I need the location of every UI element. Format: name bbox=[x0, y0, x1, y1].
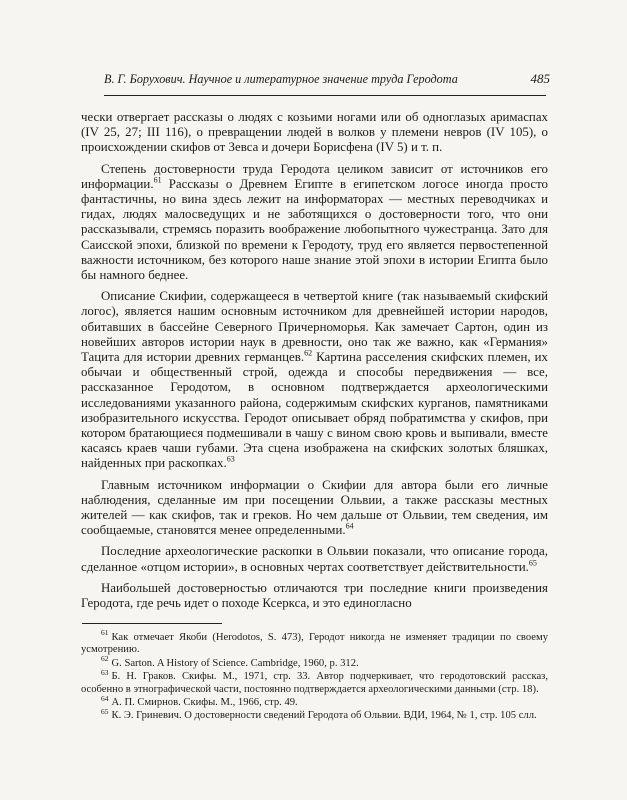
paragraph-3: Описание Скифии, содержащееся в четвертой книге (так называемый скифский логос), является нашим основным источником для древнейшей истории народов, обитавших в бассейне Северного Причерноморья. Как замечает Сартон, один из новейших авторов истории наук в древности, оно так же важно, как «Германия» Тацита для истории древних германцев.$^{62}$ Картина расселения скифских племен, их обычаи и общественный строй, одежда и способы передвижения — все, рассказанное Геродотом, в основном подтверждается археологическими исследованиями указанного района, содержимым скифских курганов, памятниками изобразительного искусства. Геродот описывает обряд побратимства у скифов, при котором братающиеся подмешивали в чашу с вином свою кровь и выпивали, вместе касаясь краев чаши губами. Эта сцена изображена на скифских золотых бляшках, найденных при раскопках.$^{63}$ bbox=[81, 289, 548, 471]
paragraph-1: чески отвергает рассказы о людях с козьими ногами или об одноглазых аримаспах (IV 25, 27; III 116), о превращении людей в волков у племени невров (IV 105), о происхождении скифов от Зевса и дочери Борисфена (IV 5) и т. п. bbox=[81, 110, 548, 155]
footnotes bbox=[81, 628, 548, 724]
page-number: 485 bbox=[530, 71, 550, 86]
footnote-63: $^{63}$ Б. Н. Граков. Скифы. М., 1971, стр. 33. Автор подчеркивает, что геродотовский рассказ, особенно в этнографической части, постоянно подтверждается археологическими данными (стр. 18). bbox=[81, 667, 548, 695]
footnote-ref-63[interactable]: 63 bbox=[226, 455, 235, 465]
footnote-ref-61[interactable]: 61 bbox=[153, 175, 162, 185]
paragraph-4: Главным источником информации о Скифии для автора были его личные наблюдения, сделанные им при посещении Ольвии, а также рассказы местных жителей — как скифов, так и греков. Но чем дальше от Ольвии, тем сведения, им сообщаемые, становятся менее определенными.$^{64}$ bbox=[81, 477, 548, 538]
footnote-62: $^{62}$ G. Sarton. A History of Science. Cambridge, 1960, p. 312. bbox=[101, 654, 359, 669]
footnote-64: $^{64}$ А. П. Смирнов. Скифы. М., 1966, стр. 49. bbox=[101, 693, 298, 709]
footnote-ref-62[interactable]: 62 bbox=[304, 348, 313, 358]
paragraph-6: Наибольшей достоверностью отличаются три последние книги произведения Геродота, где речь идет о походе Ксеркса, и это единогласно bbox=[81, 580, 548, 611]
footnote-ref-64[interactable]: 64 bbox=[345, 521, 354, 531]
footnote-ref-65[interactable]: 65 bbox=[528, 558, 537, 568]
header-rule bbox=[104, 95, 546, 96]
running-header bbox=[104, 72, 550, 87]
footnote-rule bbox=[82, 623, 222, 624]
footnote-61: $^{61}$ Как отмечает Якоби (Herodotos, S. 473), Геродот никогда не изменяет традиции по своему усмотрению. bbox=[81, 628, 548, 656]
main-text bbox=[81, 110, 548, 617]
paragraph-2: Степень достоверности труда Геродота целиком зависит от источников его информации.$^{61}$ Рассказы о Древнем Египте в египетском логосе иногда просто фантастичны, но вина здесь лежит на информаторах — местных переводчиках и гидах, людях малосведущих и не заботящихся о достоверности того, что они рассказывали, стремясь поразить воображение любопытного чужестранца. Зато для Саисской эпохи, близкой по времени к Геродоту, труд его является первостепенной важности источником, без которого наше знание этой эпохи в истории Египта было бы намного беднее. bbox=[81, 161, 548, 283]
paragraph-5: Последние археологические раскопки в Ольвии показали, что описание города, сделанное «отцом истории», в основных чертах соответствует действительности.$^{65}$ bbox=[81, 544, 548, 574]
running-title: В. Г. Борухович. Научное и литературное значение труда Геродота bbox=[104, 72, 458, 86]
footnote-65: $^{65}$ К. Э. Гриневич. О достоверности сведений Геродота об Ольвии. ВДИ, 1964, № 1, стр. 105 слл. bbox=[101, 706, 537, 722]
